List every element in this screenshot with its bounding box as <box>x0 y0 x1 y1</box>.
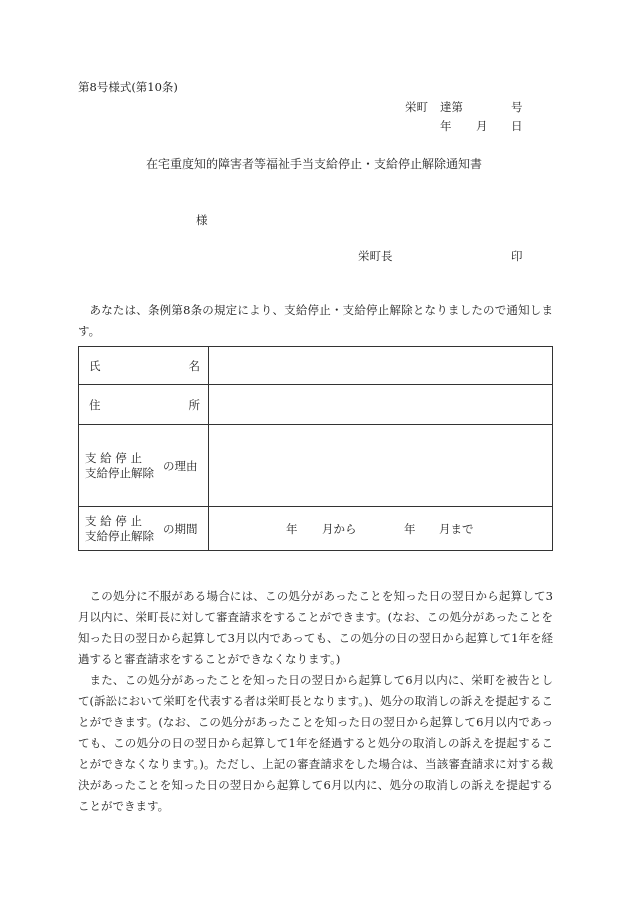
address-label-cell <box>79 385 209 425</box>
period-label-line2: 支給停止解除 <box>85 528 154 543</box>
seal-mark: 印 <box>511 249 523 263</box>
date-month: 月 <box>476 119 488 133</box>
address-row <box>79 385 553 425</box>
name-label-1: 氏 <box>89 358 101 373</box>
period-year-1: 年 <box>286 521 298 536</box>
period-year-2: 年 <box>404 521 416 536</box>
name-label-2: 名 <box>188 358 200 373</box>
address-value-cell <box>209 385 553 425</box>
period-value-cell <box>209 507 553 551</box>
sender-name: 栄町長 <box>358 249 393 263</box>
info-table <box>78 346 553 551</box>
date-day: 日 <box>511 119 523 133</box>
form-number: 第8号様式(第10条) <box>78 80 178 94</box>
notice-paragraph-1: この処分に不服がある場合には、この処分があったことを知った日の翌日から起算して3月以内に、栄町長に対して審査請求をすることができます。(なお、この処分があったことを知った日の翌日から起算して3月以内であっても、この処分の日の翌日から起算して1年を経過すると審査請求をすることができなくなります。) <box>78 589 553 666</box>
period-from: 月から <box>322 521 357 536</box>
period-to: 月まで <box>439 521 474 536</box>
document-number-suffix: 号 <box>511 100 523 114</box>
period-row <box>79 507 553 551</box>
address-label-1: 住 <box>89 397 101 412</box>
period-label-cell <box>79 507 209 551</box>
date-year: 年 <box>440 119 452 133</box>
address-label-2: 所 <box>188 397 200 412</box>
period-label-line1: 支 給 停 止 <box>85 513 142 528</box>
intro-paragraph <box>78 300 553 342</box>
document-title: 在宅重度知的障害者等福祉手当支給停止・支給停止解除通知書 <box>146 157 483 171</box>
name-label-cell <box>79 347 209 385</box>
notice-paragraph-2: また、この処分があったことを知った日の翌日から起算して6月以内に、栄町を被告として(訴訟において栄町を代表する者は栄町長となります。)、処分の取消しの訴えを提起することができます。(なお、この処分があったことを知った日の翌日から起算して6月以内であっても、この処分の日の翌日から起算して1年を経過すると処分の取消しの訴えを提起することができなくなります。)。ただし、上記の審査請求をした場合は、当該審査請求に対する裁決があったことを知った日の翌日から起算して6月以内に、処分の取消しの訴えを提起することができます。 <box>78 673 553 813</box>
reason-row <box>79 425 553 507</box>
addressee-suffix: 様 <box>196 213 208 227</box>
intro-text: あなたは、条例第8条の規定により、支給停止・支給停止解除となりましたので通知します。 <box>78 303 553 338</box>
reason-label-cell <box>79 425 209 507</box>
reason-value-cell <box>209 425 553 507</box>
appeal-notice <box>78 586 553 817</box>
reason-label-suffix: の理由 <box>163 458 198 473</box>
reason-label-line1: 支 給 停 止 <box>85 450 142 465</box>
name-value-cell <box>209 347 553 385</box>
period-label-suffix: の期間 <box>163 521 198 536</box>
name-row <box>79 347 553 385</box>
issuer-prefix: 栄町 <box>405 100 428 114</box>
document-number-label: 達第 <box>440 100 463 114</box>
reason-label-line2: 支給停止解除 <box>85 465 154 480</box>
